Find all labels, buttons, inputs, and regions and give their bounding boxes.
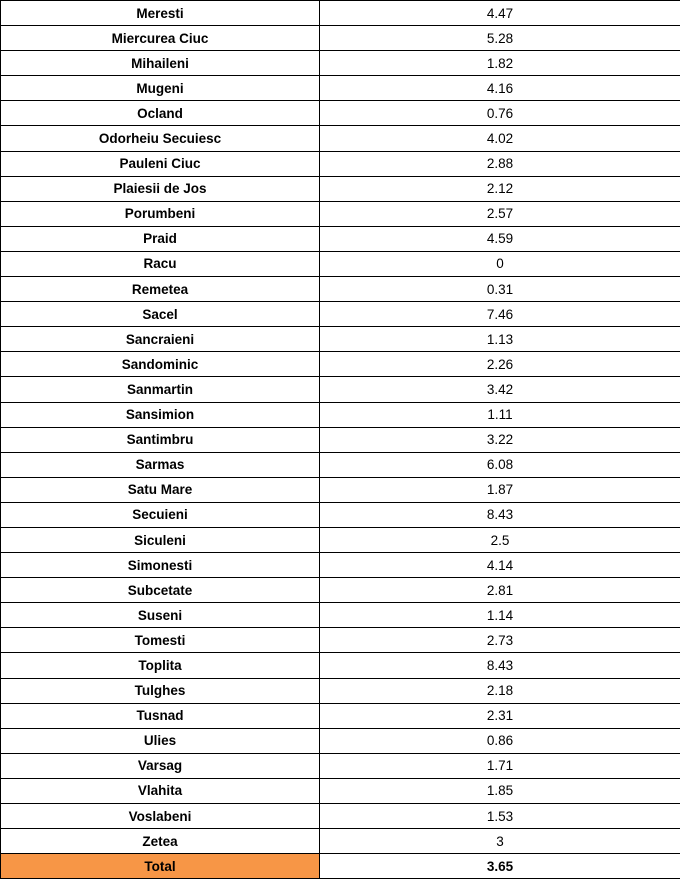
locality-value-cell: 1.11	[320, 402, 680, 427]
locality-name-cell: Praid	[1, 226, 320, 251]
locality-name-cell: Varsag	[1, 753, 320, 778]
table-row	[1, 101, 680, 126]
locality-name-cell: Pauleni Ciuc	[1, 151, 320, 176]
total-value-cell: 3.65	[320, 854, 680, 879]
locality-name-cell: Odorheiu Secuiesc	[1, 126, 320, 151]
table-row	[1, 1, 680, 26]
locality-name-cell: Sarmas	[1, 452, 320, 477]
locality-value-cell: 1.71	[320, 753, 680, 778]
table-row	[1, 402, 680, 427]
table-row	[1, 452, 680, 477]
table-row	[1, 578, 680, 603]
table-row	[1, 502, 680, 527]
locality-value-cell: 4.47	[320, 1, 680, 26]
table-row	[1, 51, 680, 76]
locality-value-cell: 6.08	[320, 452, 680, 477]
table-row	[1, 377, 680, 402]
table-row	[1, 352, 680, 377]
table-row	[1, 527, 680, 552]
locality-value-cell: 1.87	[320, 477, 680, 502]
locality-value-cell: 0.86	[320, 728, 680, 753]
locality-value-cell: 0.76	[320, 101, 680, 126]
table-row	[1, 176, 680, 201]
locality-name-cell: Mihaileni	[1, 51, 320, 76]
locality-value-cell: 1.53	[320, 804, 680, 829]
locality-value-cell: 4.59	[320, 226, 680, 251]
table-row	[1, 201, 680, 226]
locality-name-cell: Sansimion	[1, 402, 320, 427]
locality-value-cell: 2.31	[320, 703, 680, 728]
locality-value-cell: 2.18	[320, 678, 680, 703]
table-body	[1, 1, 680, 879]
locality-name-cell: Tulghes	[1, 678, 320, 703]
locality-name-cell: Porumbeni	[1, 201, 320, 226]
locality-name-cell: Ulies	[1, 728, 320, 753]
locality-name-cell: Sandominic	[1, 352, 320, 377]
table-row	[1, 251, 680, 276]
table-total-row	[1, 854, 680, 879]
locality-name-cell: Suseni	[1, 603, 320, 628]
locality-value-cell: 1.85	[320, 778, 680, 803]
locality-value-cell: 2.57	[320, 201, 680, 226]
locality-name-cell: Vlahita	[1, 778, 320, 803]
table-row	[1, 753, 680, 778]
locality-value-cell: 4.14	[320, 553, 680, 578]
table-row	[1, 427, 680, 452]
locality-value-cell: 2.73	[320, 628, 680, 653]
locality-name-cell: Simonesti	[1, 553, 320, 578]
locality-name-cell: Satu Mare	[1, 477, 320, 502]
table-row	[1, 277, 680, 302]
table-row	[1, 327, 680, 352]
locality-value-cell: 7.46	[320, 302, 680, 327]
locality-name-cell: Plaiesii de Jos	[1, 176, 320, 201]
locality-value-cell: 2.88	[320, 151, 680, 176]
table-row	[1, 302, 680, 327]
locality-value-cell: 1.82	[320, 51, 680, 76]
table-row	[1, 603, 680, 628]
table-row	[1, 126, 680, 151]
table-row	[1, 778, 680, 803]
locality-name-cell: Tomesti	[1, 628, 320, 653]
locality-name-cell: Sacel	[1, 302, 320, 327]
locality-name-cell: Secuieni	[1, 502, 320, 527]
locality-name-cell: Meresti	[1, 1, 320, 26]
table-row	[1, 26, 680, 51]
table-row	[1, 829, 680, 854]
locality-value-cell: 8.43	[320, 502, 680, 527]
locality-name-cell: Subcetate	[1, 578, 320, 603]
locality-name-cell: Santimbru	[1, 427, 320, 452]
locality-value-cell: 0.31	[320, 277, 680, 302]
locality-value-cell: 2.26	[320, 352, 680, 377]
locality-value-cell: 3.22	[320, 427, 680, 452]
table-row	[1, 76, 680, 101]
locality-value-cell: 1.13	[320, 327, 680, 352]
table-row	[1, 553, 680, 578]
table-row	[1, 628, 680, 653]
table-row	[1, 653, 680, 678]
locality-name-cell: Remetea	[1, 277, 320, 302]
locality-name-cell: Tusnad	[1, 703, 320, 728]
locality-name-cell: Toplita	[1, 653, 320, 678]
table-row	[1, 678, 680, 703]
locality-name-cell: Miercurea Ciuc	[1, 26, 320, 51]
locality-value-cell: 2.81	[320, 578, 680, 603]
locality-value-cell: 4.02	[320, 126, 680, 151]
locality-value-cell: 8.43	[320, 653, 680, 678]
table-row	[1, 804, 680, 829]
table-row	[1, 703, 680, 728]
table-row	[1, 477, 680, 502]
locality-value-cell: 4.16	[320, 76, 680, 101]
locality-value-cell: 0	[320, 251, 680, 276]
table-row	[1, 728, 680, 753]
locality-name-cell: Sanmartin	[1, 377, 320, 402]
locality-name-cell: Mugeni	[1, 76, 320, 101]
locality-name-cell: Voslabeni	[1, 804, 320, 829]
total-label-cell: Total	[1, 854, 320, 879]
locality-name-cell: Zetea	[1, 829, 320, 854]
locality-name-cell: Ocland	[1, 101, 320, 126]
locality-value-cell: 2.12	[320, 176, 680, 201]
locality-value-cell: 2.5	[320, 527, 680, 552]
locality-value-cell: 3	[320, 829, 680, 854]
locality-name-cell: Sancraieni	[1, 327, 320, 352]
locality-value-cell: 3.42	[320, 377, 680, 402]
locality-value-cell: 1.14	[320, 603, 680, 628]
locality-value-cell: 5.28	[320, 26, 680, 51]
table-row	[1, 151, 680, 176]
table-row	[1, 226, 680, 251]
locality-name-cell: Siculeni	[1, 527, 320, 552]
locality-name-cell: Racu	[1, 251, 320, 276]
